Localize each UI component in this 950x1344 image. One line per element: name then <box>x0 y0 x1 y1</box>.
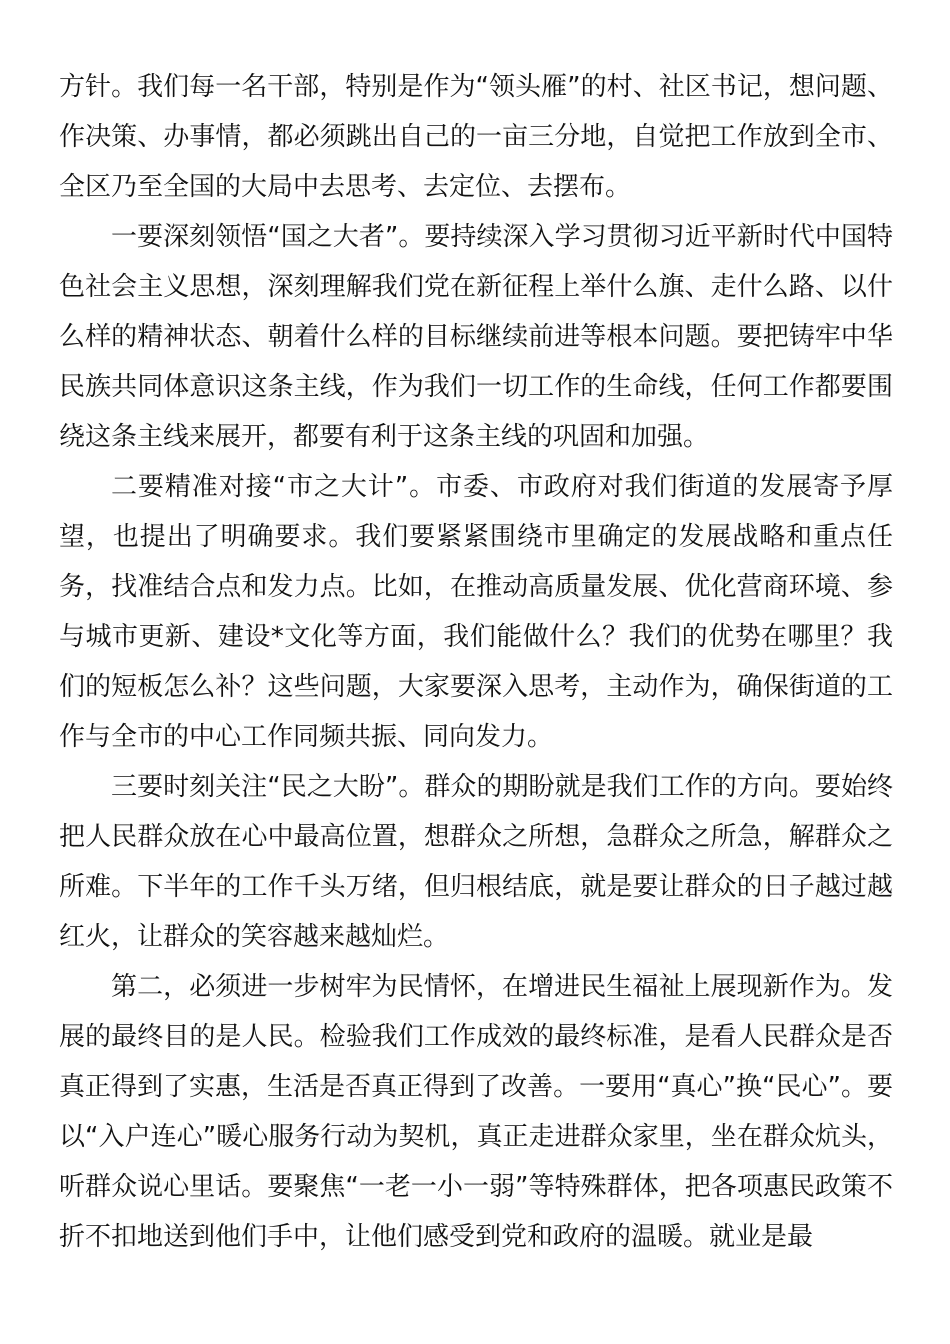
document-page <box>59 62 893 1262</box>
paragraph-city-plans: 二要精准对接“市之大计”。市委、市政府对我们街道的发展寄予厚望，也提出了明确要求。我们要紧紧围绕市里确定的发展战略和重点任务，找准结合点和发力点。比如，在推动高质量发展、优化营商环境、参与城市更新、建设*文化等方面，我们能做什么？我们的优势在哪里？我们的短板怎么补？这些问题，大家要深入思考，主动作为，确保街道的工作与全市的中心工作同频共振、同向发力。 <box>59 472 893 752</box>
paragraph-national-priorities: 一要深刻领悟“国之大者”。要持续深入学习贯彻习近平新时代中国特色社会主义思想，深刻理解我们党在新征程上举什么旗、走什么路、以什么样的精神状态、朝着什么样的目标继续前进等根本问题。要把铸牢中华民族共同体意识这条主线，作为我们一切工作的生命线，任何工作都要围绕这条主线来展开，都要有利于这条主线的巩固和加强。 <box>59 222 893 452</box>
paragraph-public-expectations: 三要时刻关注“民之大盼”。群众的期盼就是我们工作的方向。要始终把人民群众放在心中最高位置，想群众之所想，急群众之所急，解群众之所难。下半年的工作千头万绪，但归根结底，就是要让群众的日子越过越红火，让群众的笑容越来越灿烂。 <box>59 772 893 952</box>
paragraph-second-point: 第二，必须进一步树牢为民情怀，在增进民生福祉上展现新作为。发展的最终目的是人民。检验我们工作成效的最终标准，是看人民群众是否真正得到了实惠，生活是否真正得到了改善。一要用“真心”换“民心”。要以“入户连心”暖心服务行动为契机，真正走进群众家里，坐在群众炕头，听群众说心里话。要聚焦“一老一小一弱”等特殊群体，把各项惠民政策不折不扣地送到他们手中，让他们感受到党和政府的温暖。就业是最 <box>59 972 893 1252</box>
paragraph-continuation: 方针。我们每一名干部，特别是作为“领头雁”的村、社区书记，想问题、作决策、办事情，都必须跳出自己的一亩三分地，自觉把工作放到全市、全区乃至全国的大局中去思考、去定位、去摆布。 <box>59 72 893 202</box>
